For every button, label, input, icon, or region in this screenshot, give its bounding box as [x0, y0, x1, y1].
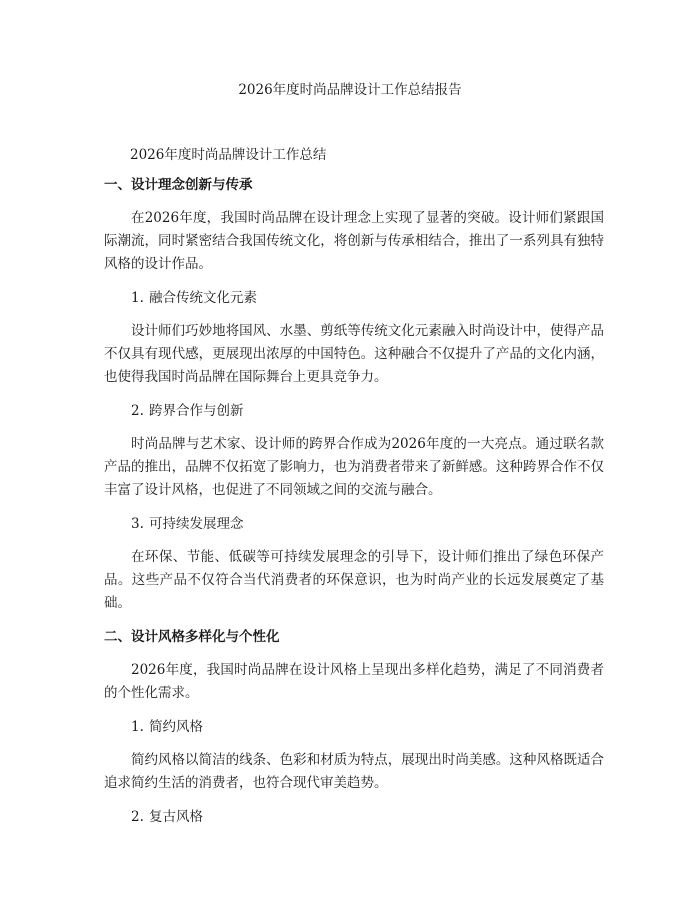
item-title: 简约风格 — [149, 719, 203, 735]
document-body — [104, 175, 604, 839]
section-1-item-2-title — [104, 401, 604, 421]
item-title: 跨界合作与创新 — [149, 403, 244, 419]
item-number: 3. — [131, 516, 144, 532]
item-number: 1. — [131, 719, 144, 735]
section-1-item-3-text: 在环保、节能、低碳等可持续发展理念的引导下，设计师们推出了绿色环保产品。这些产品不仅符合当代消费者的环保意识，也为时尚产业的长远发展奠定了基础。 — [104, 549, 604, 611]
section-1-item-2-text: 时尚品牌与艺术家、设计师的跨界合作成为2026年度的一大亮点。通过联名款产品的推出，品牌不仅拓宽了影响力，也为消费者带来了新鲜感。这种跨界合作不仅丰富了设计风格，也促进了不同领域之间的交流与融合。 — [104, 436, 604, 498]
section-2-item-2-title — [104, 807, 604, 827]
section-1-item-3-title — [104, 514, 604, 534]
section-2-item-1-title — [104, 717, 604, 737]
item-number: 1. — [131, 290, 144, 306]
section-2-item-1-text: 简约风格以简洁的线条、色彩和材质为特点，展现出时尚美感。这种风格既适合追求简约生活的消费者，也符合现代审美趋势。 — [104, 752, 604, 791]
item-number: 2. — [131, 809, 144, 825]
item-number: 2. — [131, 403, 144, 419]
document-title: 2026年度时尚品牌设计工作总结报告 — [238, 82, 462, 98]
item-title: 复古风格 — [149, 809, 203, 825]
item-title: 可持续发展理念 — [149, 516, 244, 532]
section-heading-2: 二、设计风格多样化与个性化 — [104, 629, 280, 645]
section-intro-1: 在2026年度，我国时尚品牌在设计理念上实现了显著的突破。设计师们紧跟国际潮流，同时紧密结合我国传统文化，将创新与传承相结合，推出了一系列具有独特风格的设计作品。 — [104, 210, 604, 272]
section-1-item-1-title — [104, 288, 604, 308]
section-intro-2: 2026年度，我国时尚品牌在设计风格上呈现出多样化趋势，满足了不同消费者的个性化需求。 — [104, 662, 604, 701]
document-subtitle: 2026年度时尚品牌设计工作总结 — [130, 147, 327, 163]
section-heading-1: 一、设计理念创新与传承 — [104, 177, 253, 193]
item-title: 融合传统文化元素 — [149, 290, 257, 306]
section-1-item-1-text: 设计师们巧妙地将国风、水墨、剪纸等传统文化元素融入时尚设计中，使得产品不仅具有现代感，更展现出浓厚的中国特色。这种融合不仅提升了产品的文化内涵，也使得我国时尚品牌在国际舞台上更具竞争力。 — [104, 323, 604, 385]
